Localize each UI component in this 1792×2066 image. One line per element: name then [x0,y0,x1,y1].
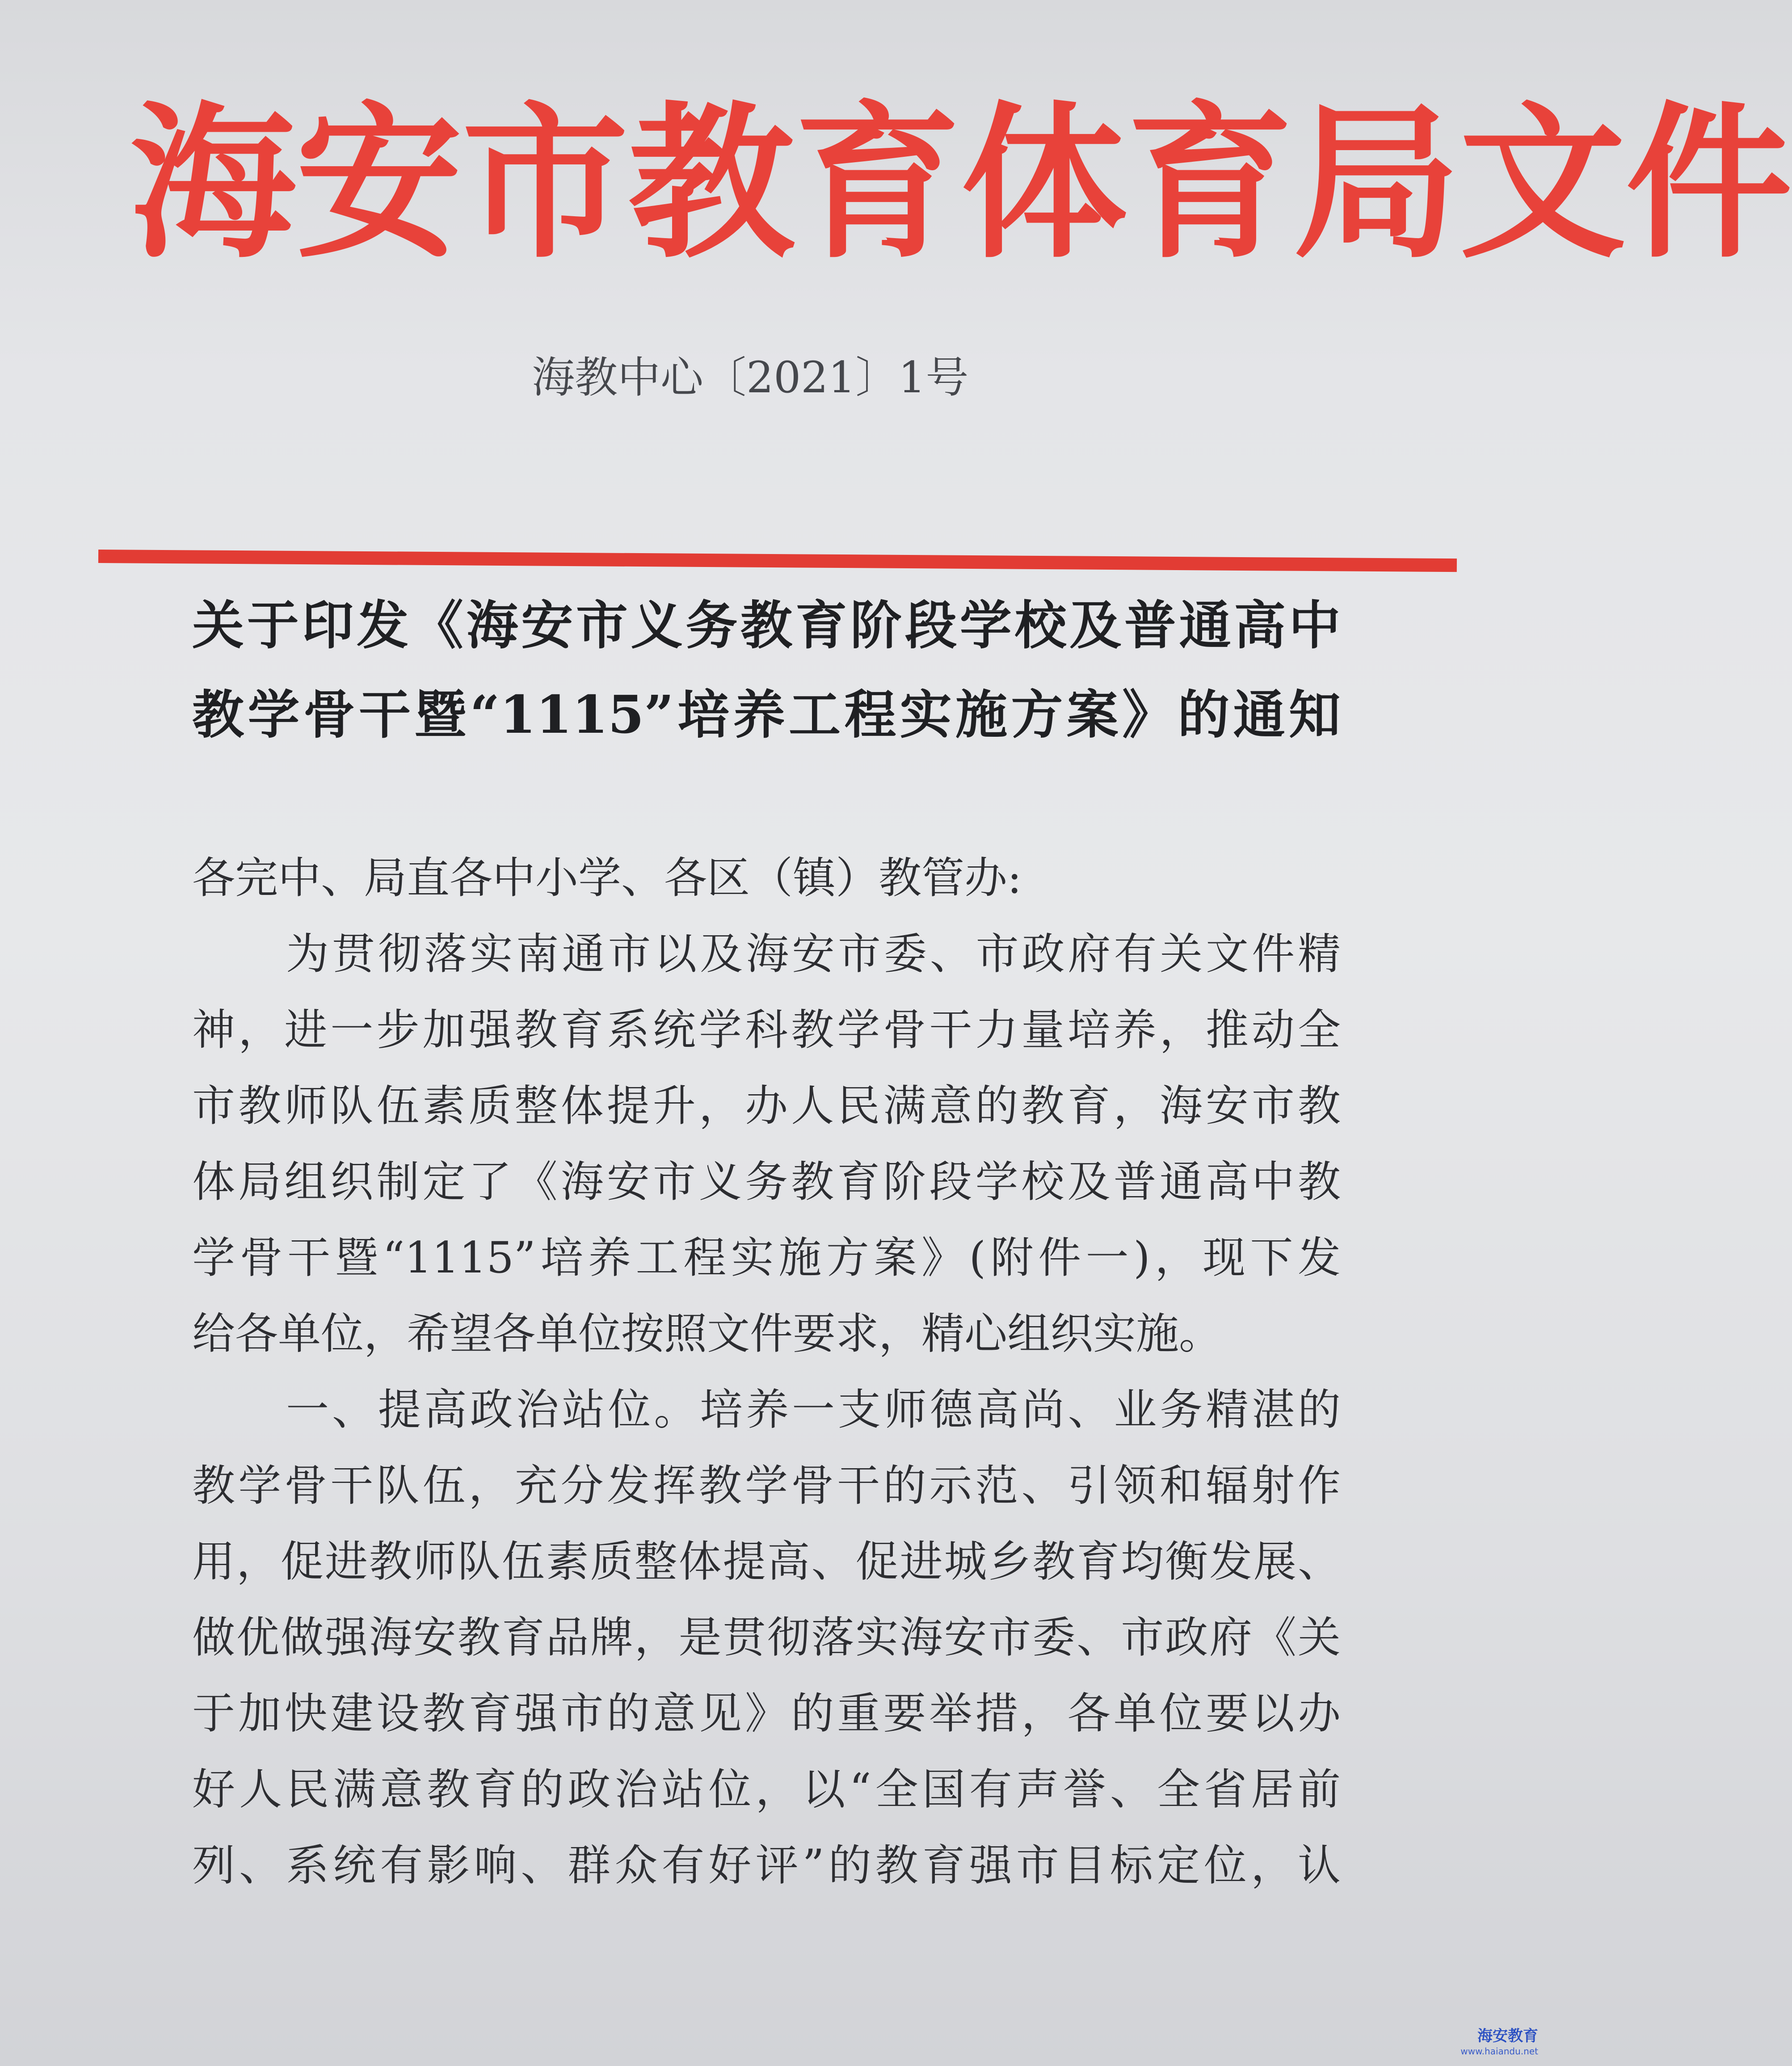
body-line: 于加快建设教育强市的意见》的重要举措，各单位要以办 [192,1688,1341,1738]
body-line: 用，促进教师队伍素质整体提高、促进城乡教育均衡发展、 [192,1537,1341,1587]
masthead-title: 海安市教育体育局文件 [130,85,1792,281]
watermark-url: www.haiandu.net [1460,2046,1538,2057]
notice-title [192,581,1341,760]
body-line: 列、系统有影响、群众有好评”的教育强市目标定位，认 [192,1840,1341,1890]
body-line: 教学骨干队伍，充分发挥教学骨干的示范、引领和辐射作 [192,1461,1341,1511]
body-line: 一、提高政治站位。培养一支师德高尚、业务精湛的 [286,1385,1341,1435]
red-divider-line [98,550,1457,572]
body-line: 体局组织制定了《海安市义务教育阶段学校及普通高中教 [192,1157,1341,1207]
document-number: 海教中心〔2021〕1号 [532,353,969,403]
body-line: 为贯彻落实南通市以及海安市委、市政府有关文件精 [286,929,1341,979]
notice-body [192,840,1341,1903]
body-line: 做优做强海安教育品牌，是贯彻落实海安市委、市政府《关 [192,1612,1341,1663]
body-line: 神，进一步加强教育系统学科教学骨干力量培养，推动全 [192,1005,1341,1055]
watermark-name: 海安教育 [1477,2027,1538,2045]
notice-title-line-2: 教学骨干暨“1115”培养工程实施方案》的通知 [192,684,1341,745]
body-line: 给各单位，希望各单位按照文件要求，精心组织实施。 [192,1309,1222,1359]
body-line: 好人民满意教育的政治站位，以“全国有声誉、全省居前 [192,1764,1341,1814]
notice-title-line-1: 关于印发《海安市义务教育阶段学校及普通高中 [192,595,1341,656]
body-line: 市教师队伍素质整体提升，办人民满意的教育，海安市教 [192,1081,1341,1131]
site-watermark [1460,2028,1538,2060]
body-line: 学骨干暨“1115”培养工程实施方案》(附件一)，现下发 [192,1233,1341,1283]
salutation: 各完中、局直各中小学、各区（镇）教管办: [192,853,1022,903]
